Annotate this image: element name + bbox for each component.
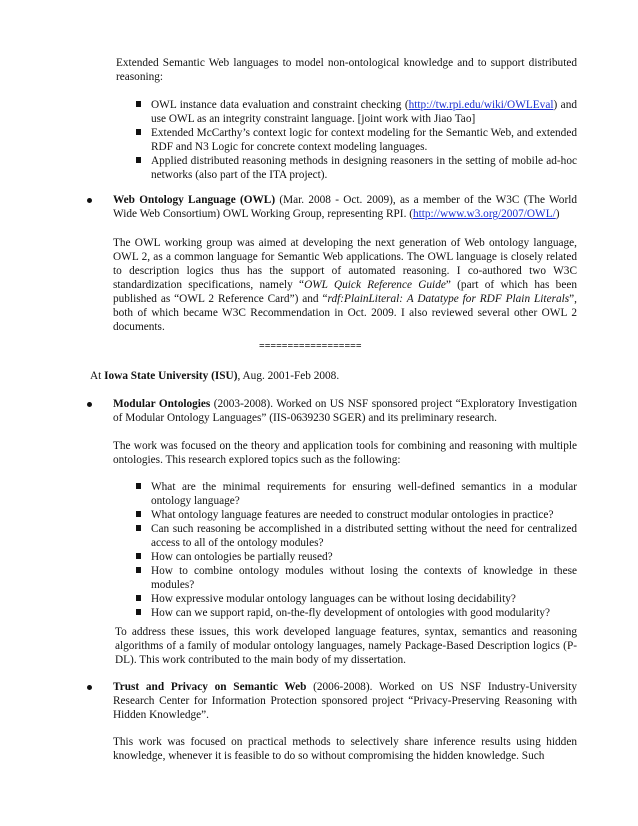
plainliteral-title: rdf:PlainLiteral: A Datatype for RDF Plain Literals [327, 293, 570, 305]
isu-prefix: At [90, 370, 105, 382]
owleval-link[interactable]: http://tw.rpi.edu/wiki/OWLEval [408, 99, 554, 111]
list-item: What ontology language features are needed to construct modular ontologies in practice? [118, 508, 577, 522]
quick-reference-title: OWL Quick Reference Guide [304, 279, 446, 291]
owl-desc: (Mar. 2008 - Oct. 2009), as a member of the W3C (The World Wide Web Consortium) OWL Working Group, representing RPI. ( [113, 194, 578, 220]
list-item: How can we support rapid, on-the-fly development of ontologies with good modularity? [118, 606, 577, 620]
list-item [118, 154, 577, 182]
list-item [118, 126, 577, 154]
modular-heading [90, 397, 577, 425]
list-item: How expressive modular ontology languages can be without losing decidability? [118, 592, 577, 606]
owl-text: ”, both of which became W3C Recommendation in Oct. 2009. I also reviewed several other OWL 2 documents. [113, 293, 578, 333]
privacy-desc: (2006-2008). Worked on US NSF Industry-University Research Center for Information Protection sponsored project “Privacy-Preserving Reasoning with Hidden Knowledge”. [113, 681, 578, 721]
modular-paragraph: The work was focused on the theory and application tools for combining and reasoning with multiple ontologies. This research explored topics such as the following: [113, 440, 577, 466]
isu-line [90, 369, 577, 383]
intro-paragraph: Extended Semantic Web languages to model non-ontological knowledge and to support distributed reasoning: [116, 57, 577, 83]
list-item [118, 98, 577, 126]
isu-name: Iowa State University (ISU) [104, 370, 238, 382]
bullet-dot-icon [87, 685, 92, 690]
modular-entry [90, 397, 577, 425]
modular-question-list [118, 480, 577, 620]
bullet-dot-icon [87, 402, 92, 407]
section-separator: ================== [259, 341, 362, 352]
bullet-dot-icon [87, 198, 92, 203]
privacy-entry [90, 680, 577, 722]
owl-paragraph [113, 236, 577, 334]
list-item: How to combine ontology modules without losing the contexts of knowledge in these modules? [118, 564, 577, 592]
modular-desc: (2003-2008). Worked on US NSF sponsored project “Exploratory Investigation of Modular Ontology Languages” (IIS-0639230 SGER) and its preliminary research. [113, 398, 577, 424]
bullet-text: ) and use OWL as an integrity constraint language. [joint work with Jiao Tao] [151, 99, 577, 125]
privacy-paragraph: This work was focused on practical methods to selectively share inference results using hidden knowledge, whenever it is feasible to do so without compromising the hidden knowledge. Such [113, 736, 577, 762]
bullet-text: OWL instance data evaluation and constraint checking ( [151, 99, 409, 111]
w3c-owl-link[interactable]: http://www.w3.org/2007/OWL/ [412, 208, 556, 220]
list-item: What are the minimal requirements for ensuring well-defined semantics in a modular ontology language? [118, 480, 577, 508]
bullet-text: Applied distributed reasoning methods in designing reasoners in the setting of mobile ad-hoc networks (also part of the ITA project). [151, 155, 577, 181]
owl-text: The OWL working group was aimed at developing the next generation of Web ontology language, OWL 2, as a common language for Semantic Web applications. The OWL language is closely related to description logics thus has the support of automated reasoning. I co-authored two W3C standardization specifications, namely “ [113, 237, 577, 291]
privacy-title: Trust and Privacy on Semantic Web [113, 681, 307, 693]
owl-entry [90, 193, 577, 221]
list-item: Can such reasoning be accomplished in a distributed setting without the need for centralized access to all of the ontology modules? [118, 522, 577, 550]
modular-title: Modular Ontologies [113, 398, 211, 410]
owl-heading [90, 193, 577, 221]
isu-dates: , Aug. 2001-Feb 2008. [237, 370, 340, 382]
modular-conclusion: To address these issues, this work developed language features, syntax, semantics and reasoning algorithms of a family of modular ontology languages, namely Package-Based Description logics (P-DL). This work contributed to the main body of my dissertation. [115, 626, 577, 666]
list-item: How can ontologies be partially reused? [118, 550, 577, 564]
owl-title: Web Ontology Language (OWL) [113, 194, 276, 206]
owl-text: ” (part of which has been published as “OWL 2 Reference Card”) and “ [113, 279, 578, 305]
bullet-text: Extended McCarthy’s context logic for context modeling for the Semantic Web, and extended RDF and N3 Logic for concrete context modeling languages. [151, 127, 577, 153]
privacy-heading [90, 680, 577, 722]
intro-bullet-list [118, 98, 577, 182]
owl-desc-end: ) [555, 208, 560, 220]
